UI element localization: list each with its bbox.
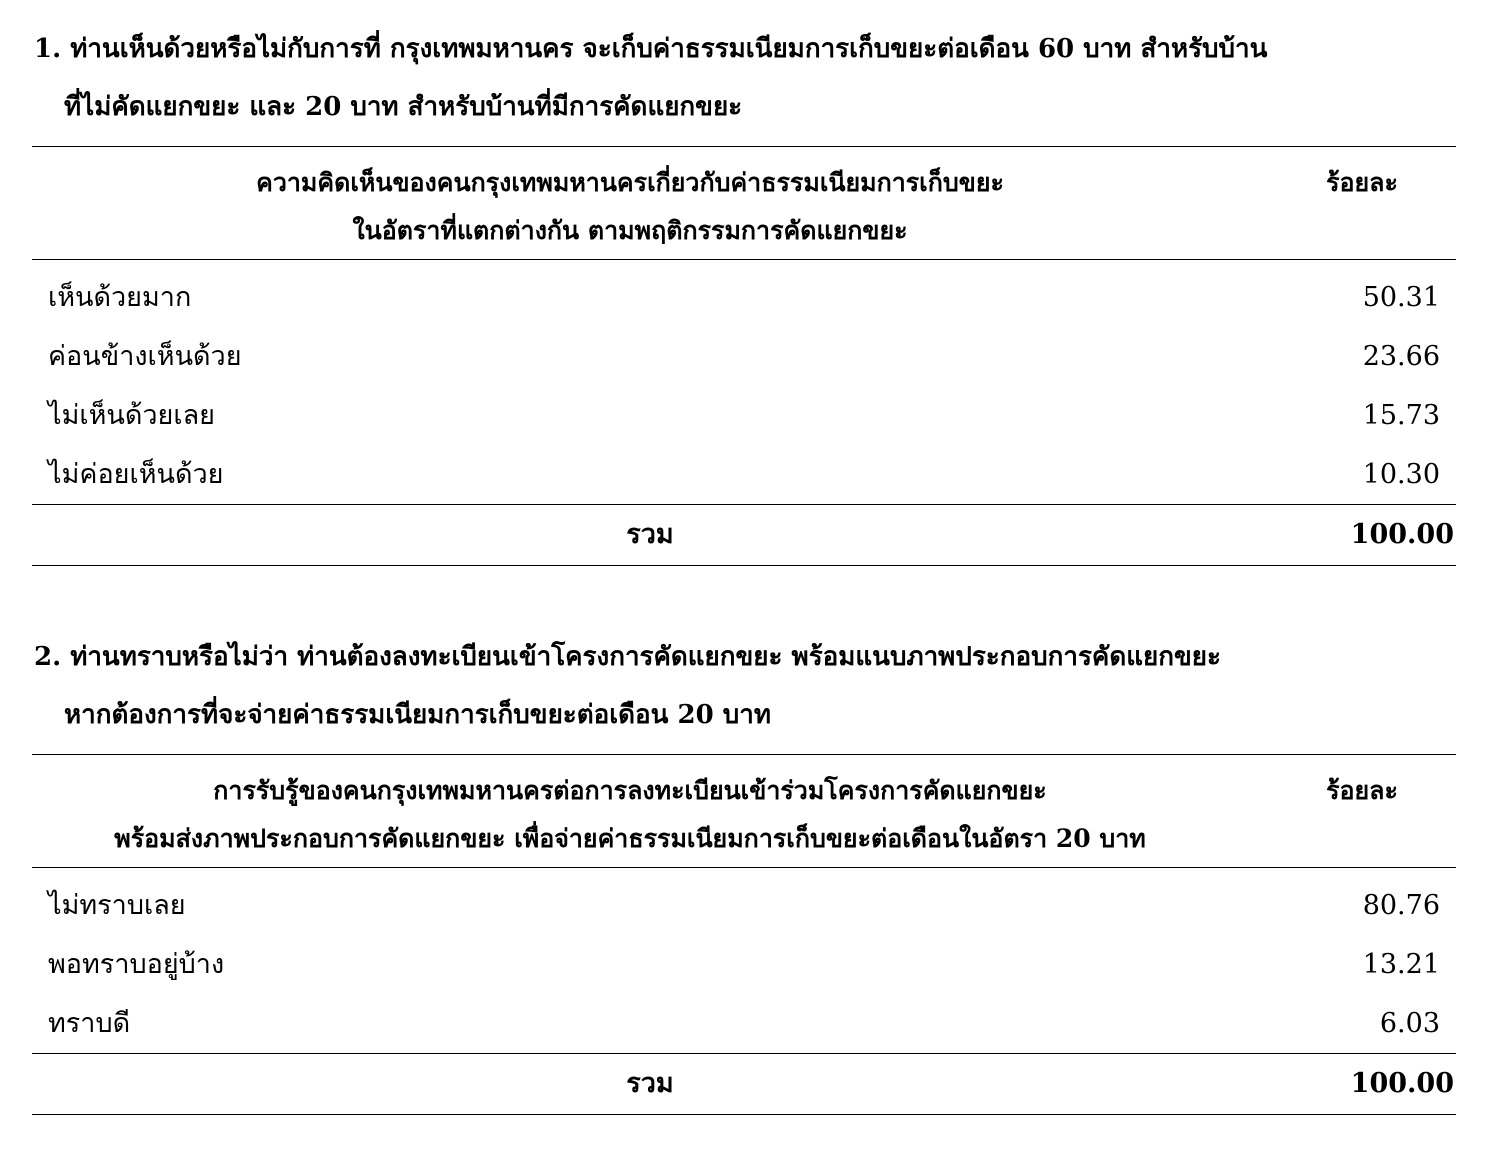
- question-2-line-1: 2. ท่านทราบหรือไม่ว่า ท่านต้องลงทะเบียนเข้าโครงการคัดแยกขยะ พร้อมแนบภาพประกอบการคัดแยกขยะ: [34, 642, 1221, 672]
- total-row: [32, 1054, 1456, 1115]
- row-label: พอทราบอยู่บ้าง: [48, 949, 225, 980]
- opinion-table: [32, 146, 1456, 566]
- row-label: เห็นด้วยมาก: [48, 282, 192, 313]
- row-value: 50.31: [1362, 282, 1440, 313]
- awareness-table-header-row: [32, 755, 1456, 868]
- table-row: [32, 386, 1456, 445]
- question-1-line-1: 1. ท่านเห็นด้วยหรือไม่กับการที่ กรุงเทพมหานคร จะเก็บค่าธรรมเนียมการเก็บขยะต่อเดือน 60 บาท สำหรับบ้าน: [34, 34, 1268, 64]
- question-1: [34, 20, 1474, 136]
- table-row: [32, 327, 1456, 386]
- row-label: ค่อนข้างเห็นด้วย: [48, 341, 242, 372]
- question-2-line-2: หากต้องการที่จะจ่ายค่าธรรมเนียมการเก็บขยะต่อเดือน 20 บาท: [64, 700, 771, 730]
- row-label: ทราบดี: [48, 1008, 131, 1039]
- table-row: [32, 260, 1456, 328]
- row-value: 80.76: [1362, 890, 1440, 921]
- table-row: [32, 994, 1456, 1054]
- percent-header: ร้อยละ: [1326, 776, 1398, 805]
- row-label: ไม่ค่อยเห็นด้วย: [48, 459, 224, 490]
- row-value: 23.66: [1362, 341, 1440, 372]
- total-label: รวม: [626, 519, 674, 550]
- total-label: รวม: [626, 1068, 674, 1099]
- question-2: [34, 628, 1474, 744]
- row-value: 13.21: [1362, 949, 1440, 980]
- header-line-2: พร้อมส่งภาพประกอบการคัดแยกขยะ เพื่อจ่ายค่าธรรมเนียมการเก็บขยะต่อเดือนในอัตรา 20 บาท: [114, 824, 1146, 853]
- row-value: 10.30: [1362, 459, 1440, 490]
- total-row: [32, 505, 1456, 566]
- table-row: [32, 935, 1456, 994]
- row-label: ไม่เห็นด้วยเลย: [48, 400, 215, 431]
- opinion-table-header-row: [32, 147, 1456, 260]
- percent-header: ร้อยละ: [1326, 168, 1398, 197]
- row-value: 6.03: [1379, 1008, 1440, 1039]
- total-value: 100.00: [1350, 1068, 1454, 1099]
- table-row: [32, 445, 1456, 505]
- question-1-line-2: ที่ไม่คัดแยกขยะ และ 20 บาท สำหรับบ้านที่มีการคัดแยกขยะ: [64, 92, 743, 122]
- header-line-2: ในอัตราที่แตกต่างกัน ตามพฤติกรรมการคัดแยกขยะ: [352, 216, 908, 245]
- row-value: 15.73: [1362, 400, 1440, 431]
- total-value: 100.00: [1350, 519, 1454, 550]
- opinion-table-header-label: [32, 147, 1268, 260]
- awareness-table: [32, 754, 1456, 1115]
- header-line-1: ความคิดเห็นของคนกรุงเทพมหานครเกี่ยวกับค่าธรรมเนียมการเก็บขยะ: [256, 168, 1004, 197]
- table-row: [32, 868, 1456, 936]
- row-label: ไม่ทราบเลย: [48, 890, 186, 921]
- header-line-1: การรับรู้ของคนกรุงเทพมหานครต่อการลงทะเบียนเข้าร่วมโครงการคัดแยกขยะ: [213, 776, 1047, 805]
- awareness-table-header-label: [32, 755, 1268, 868]
